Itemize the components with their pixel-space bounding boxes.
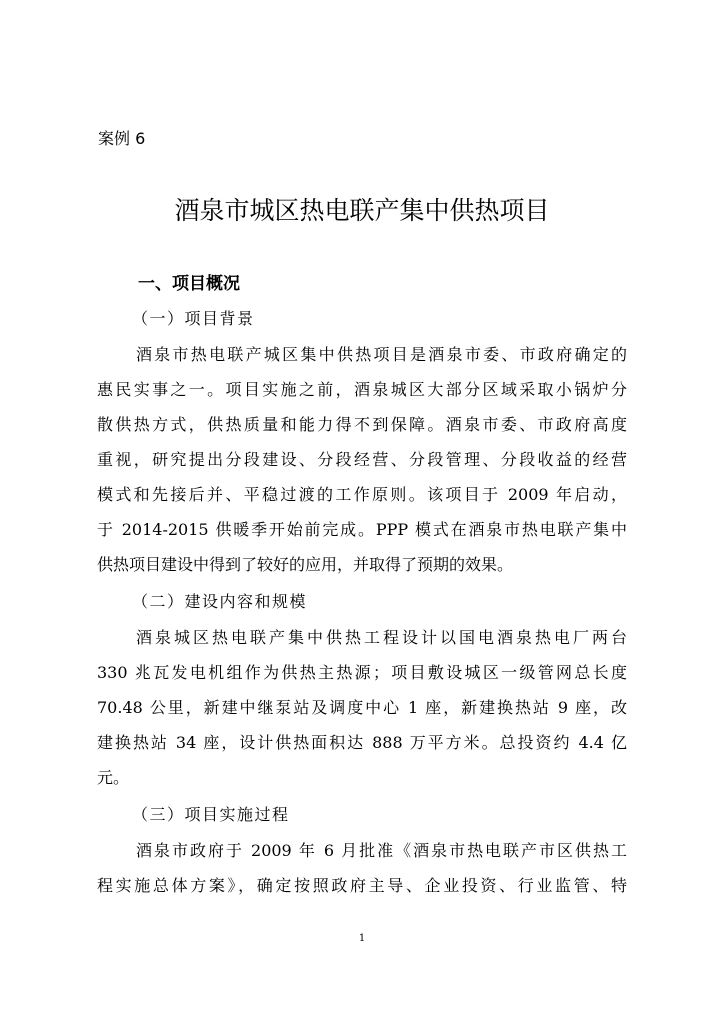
- paragraph-line: 酒泉市热电联产城区集中供热项目是酒泉市委、市政府确定的: [136, 345, 627, 364]
- paragraph-line: 模式和先接后并、平稳过渡的工作原则。该项目于 2009 年启动，: [97, 485, 627, 504]
- document-title: 酒泉市城区热电联产集中供热项目: [174, 196, 550, 225]
- page-number: 1: [358, 933, 366, 944]
- subsection-heading-background: （一）项目背景: [132, 309, 255, 328]
- paragraph-line: 酒泉市政府于 2009 年 6 月批准《酒泉市热电联产市区供热工: [136, 841, 627, 860]
- section-heading-overview: 一、项目概况: [138, 274, 240, 294]
- paragraph-line: 惠民实事之一。项目实施之前，酒泉城区大部分区域采取小锅炉分: [97, 380, 627, 399]
- paragraph-line: 重视，研究提出分段建设、分段经营、分段管理、分段收益的经营: [97, 450, 627, 469]
- paragraph-line: 建换热站 34 座，设计供热面积达 888 万平方米。总投资约 4.4 亿: [97, 733, 627, 752]
- paragraph-line: 330 兆瓦发电机组作为供热主热源；项目敷设城区一级管网总长度: [97, 663, 627, 682]
- subsection-heading-scope: （二）建设内容和规模: [132, 592, 308, 611]
- paragraph-line: 70.48 公里，新建中继泵站及调度中心 1 座，新建换热站 9 座，改: [97, 698, 627, 717]
- subsection-heading-implementation: （三）项目实施过程: [132, 805, 290, 824]
- paragraph-line: 元。: [97, 768, 130, 787]
- paragraph-line: 程实施总体方案》，确定按照政府主导、企业投资、行业监管、特: [97, 876, 627, 895]
- paragraph-line: 酒泉城区热电联产集中供热工程设计以国电酒泉热电厂两台: [136, 628, 627, 647]
- paragraph-line: 于 2014-2015 供暖季开始前完成。PPP 模式在酒泉市热电联产集中: [97, 520, 627, 539]
- paragraph-line: 供热项目建设中得到了较好的应用，并取得了预期的效果。: [97, 555, 514, 574]
- paragraph-line: 散供热方式，供热质量和能力得不到保障。酒泉市委、市政府高度: [97, 415, 627, 434]
- case-label: 案例 6: [98, 129, 146, 148]
